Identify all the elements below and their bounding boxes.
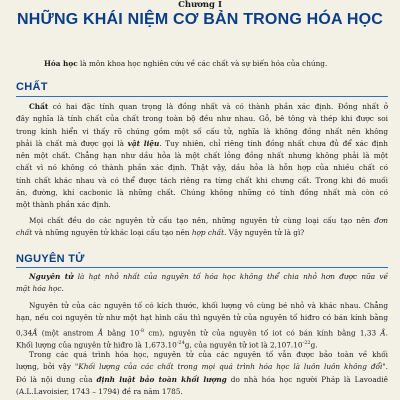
intro-paragraph: [44, 59, 384, 69]
line-text: Mọi chất đều do các nguyên tử cấu tạo nên, những nguyên tử cùng loại cấu tạo nên: [29, 216, 375, 225]
text-line: (A.L.Lavoisier, 1743 – 1794) đề ra năm 1785.: [16, 386, 183, 396]
term-don-chat-cont: chất: [16, 228, 33, 238]
line-text: .: [385, 362, 388, 372]
line-text: lượng, bởi vậy: [16, 362, 75, 372]
nguyen-tu-paragraph-2: [16, 349, 388, 398]
unit-angstrom: Å: [32, 328, 38, 337]
text-line: nên một chất. Chẳng hạn như dầu hỏa là một chất lỏng đồng nhất nhưng không phải là một: [16, 151, 388, 161]
line-text: là hạt nhỏ nhất của nguyên tố hóa học không thể chia nhỏ hơn được nữa về: [73, 272, 388, 281]
text-line: [16, 101, 388, 113]
text-line: [16, 337, 388, 349]
text-line: [16, 227, 388, 239]
text-line: tính chất khác nhau và có thể được tách riêng ra từng chất khi chưng cất. Trong khi đó muối: [16, 175, 388, 185]
unit-angstrom: Å: [380, 328, 386, 337]
text-line: [16, 374, 388, 386]
text-line: Nguyên tử của các nguyên tố có kích thước, khối lượng vô cùng bé nhỏ và khác nhau. Chẳng: [29, 301, 388, 310]
line-text: . Vậy nguyên tử là gì?: [224, 228, 305, 238]
unit-angstrom: Å: [97, 328, 104, 337]
line-text: Đó là nội dung của: [16, 374, 97, 384]
line-text: . Tuy nhiên, chỉ riêng tính đồng nhất chưa đủ để xác định: [159, 138, 388, 148]
exponent: -22: [302, 339, 311, 346]
chat-paragraph-1: [16, 101, 388, 212]
chapter-number: Chương I: [178, 0, 222, 10]
text-line: hạn, nếu coi nguyên tử như một hạt hình cầu thì nguyên tử của nguyên tố hiđro có bán kính bằng: [16, 313, 388, 323]
line-text: g, của nguyên tử iot là 2,107.10: [184, 340, 303, 350]
line-text: (một anstrom: [37, 328, 98, 337]
line-text: g.: [310, 340, 318, 350]
line-text: cm), nguyên tử của nguyên tố iot có bán kính bằng 1,33: [144, 328, 381, 337]
line-text: phải là chất mà được gọi là: [16, 138, 128, 148]
text-line: một thành phần xác định.: [16, 200, 111, 210]
line-text: .: [385, 328, 388, 337]
text-line: mặt hóa học.: [16, 284, 64, 294]
text-line: [16, 325, 388, 337]
term-chat: Chất: [29, 102, 49, 111]
section-rule-chat: [16, 96, 388, 97]
chapter-title: NHỮNG KHÁI NIỆM CƠ BẢN TRONG HÓA HỌC: [17, 11, 383, 28]
term-nguyen-tu: Nguyên tử: [29, 272, 74, 281]
text-line: trong kính hiển vi thấy rõ chúng gồm một số cấu tử, nghĩa là không đồng nhất nên không: [16, 126, 388, 136]
line-text: Khối lượng của nguyên tử hiđro là 1,673.10: [16, 340, 177, 350]
term-vat-lieu: vật liệu: [127, 138, 160, 148]
chat-paragraph-2: [16, 215, 388, 240]
text-line: ăn, đường, khí cacbonic là những chất. Chúng không những có tính đồng nhất mà còn có: [16, 188, 388, 198]
text-line: [16, 215, 388, 227]
text-line: Trong các quá trình hóa học, nguyên tử của các nguyên tố vẫn được bảo toàn về khối: [29, 350, 388, 359]
term-conservation-law: định luật bảo toàn khối lượng: [96, 374, 227, 384]
line-text: bằng 10: [103, 328, 140, 337]
section-rule-nguyen-tu: [16, 267, 388, 268]
nguyen-tu-definition: [16, 271, 388, 296]
section-heading-nguyen-tu: NGUYÊN TỬ: [16, 253, 85, 265]
text-line: [16, 271, 388, 283]
line-text: có hai đặc tính quan trọng là đồng nhất và có thành phần xác định. Đồng nhất ở: [48, 102, 388, 111]
line-text: do nhà hóa học người Pháp là Lavoadiê: [226, 374, 388, 384]
section-heading-chat: CHẤT: [16, 81, 48, 93]
conservation-quote: "Khối lượng của các chất trong mọi quá trình hóa học là luôn luôn không đổi": [74, 362, 386, 372]
line-text: và những nguyên tử khác loại cấu tạo nên: [32, 228, 192, 238]
exponent: -8: [139, 327, 145, 334]
term-hop-chat: hợp chất: [191, 228, 225, 238]
intro-text: là môn khoa học nghiên cứu về các chất và sự biến hóa của chúng.: [77, 59, 328, 68]
text-line: đây nghĩa là tính chất của chất trong toàn bộ đều như nhau. Gỗ, bê tông và thép khi được soi: [16, 114, 388, 124]
nguyen-tu-paragraph-1: [16, 300, 388, 349]
text-line: [16, 138, 388, 150]
term-don-chat: đơn: [374, 216, 388, 225]
text-line: chất vì nó không có thành phần xác định. Thật vậy, dầu hỏa là hỗn hợp của nhiều chất có: [16, 163, 388, 173]
line-text: 0,34: [16, 328, 33, 337]
intro-term: Hóa học: [44, 59, 78, 68]
exponent: -24: [176, 339, 185, 346]
text-line: [16, 361, 388, 373]
